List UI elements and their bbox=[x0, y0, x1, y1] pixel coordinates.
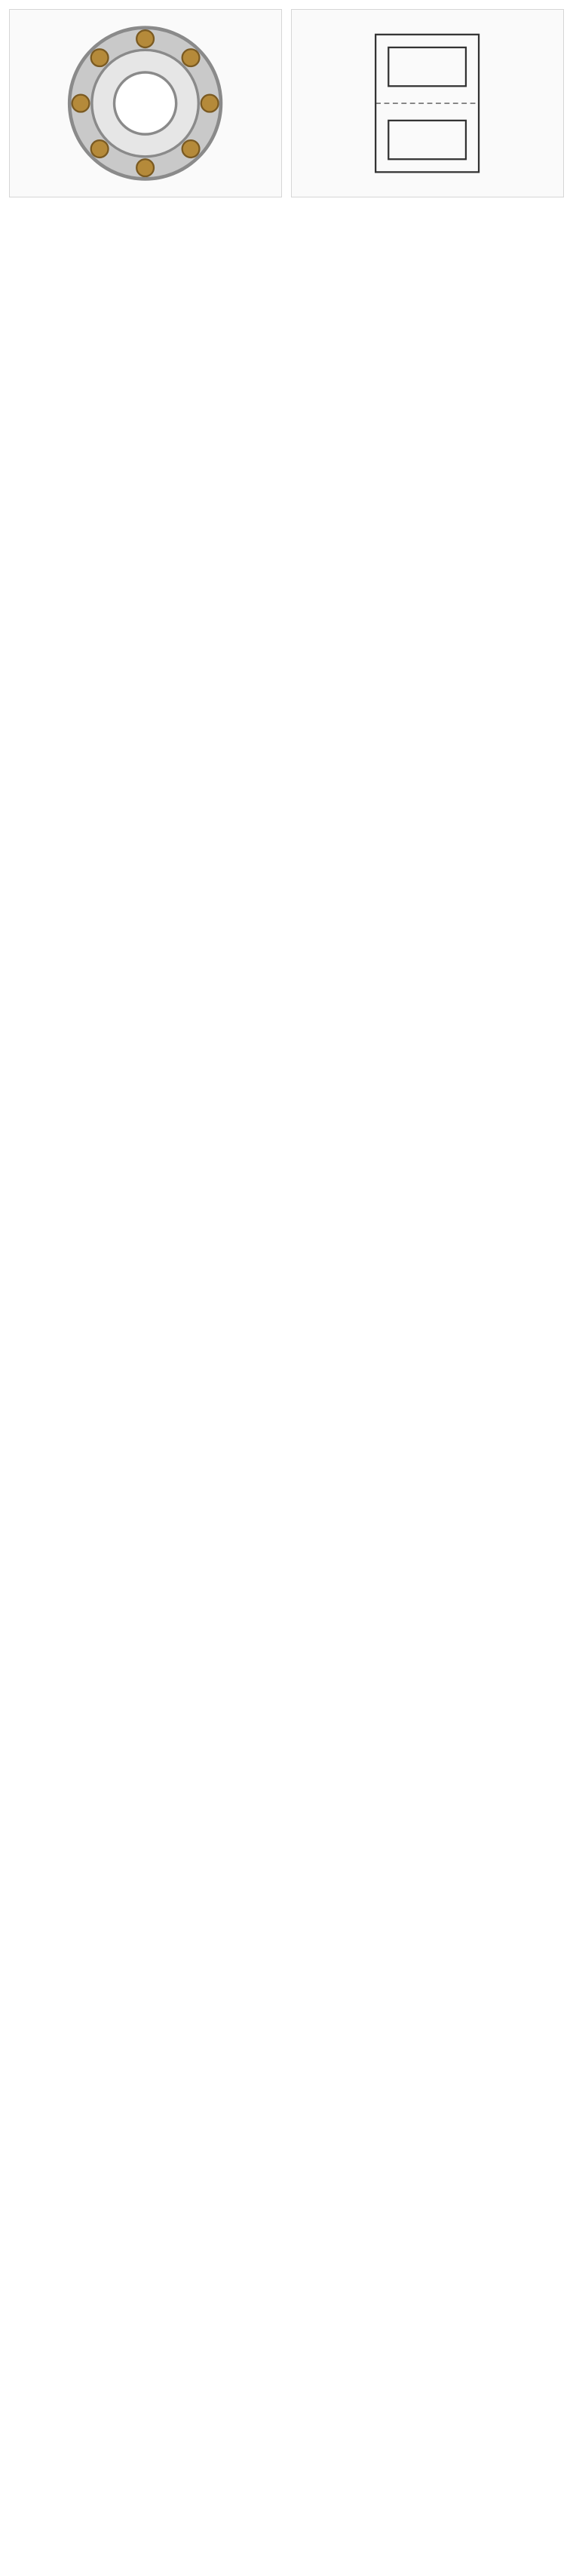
bearing-illustration-icon bbox=[20, 17, 270, 189]
product-photo bbox=[9, 9, 282, 197]
figure-row bbox=[9, 9, 564, 197]
cross-section-icon bbox=[302, 17, 552, 189]
cross-section-drawing bbox=[291, 9, 564, 197]
